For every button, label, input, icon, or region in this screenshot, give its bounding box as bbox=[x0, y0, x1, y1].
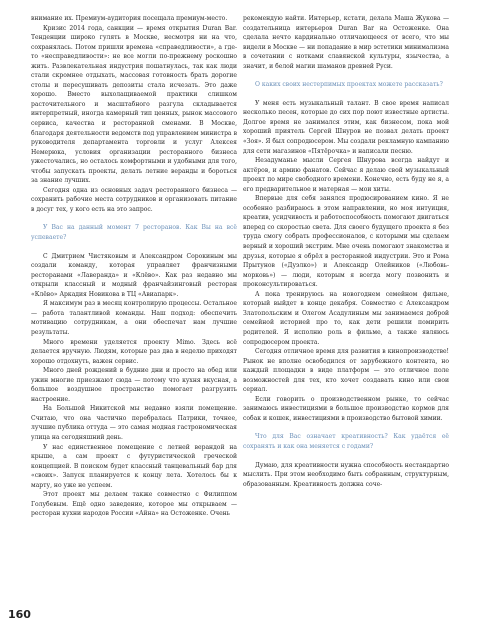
article-paragraph: На Большой Никитской мы недавно взяли помещение. Считаю, что она частично перебралась Патрики, точнее, лучшие публика оттуда — это самая модная гастрономическая улица на сегодняшний день. bbox=[31, 405, 237, 441]
interview-question: Что для Вас означает креативность? Как удаётся её сохранять и как она меняется с годами? bbox=[243, 433, 449, 450]
article-paragraph: рекомендую найти. Интерьер, кстати, делала Маша Жукова — создательница интерьеров Duran Bar на Остоженке. Она сделала нечто кардинально отличающееся от всего, что мы видели в Москве — ни попадание в мир эстетики минимализма в сочетании с нотками славянской культуры, язычества, а значит, и белой магии шаманов древней Руси. bbox=[243, 15, 449, 70]
article-paragraph: Сегодня одна из основных задач ресторанного бизнеса — сохранить рабочие места сотрудников и организовать питание в досуг тех, у кого есть на это запрос. bbox=[31, 186, 237, 213]
article-paragraph: Этот проект мы делаем также совместно с Филиппом Голубевым. Ещё одно заведение, которое мы открываем — ресторан кухни народов России «Айна» на Остоженке. Очень bbox=[31, 491, 237, 518]
article-paragraph: Кризис 2014 года, санкции — время открытия Duran Bar. Тенденции широко гулять в Москве, несмотря ни на что, сохранялась. Потом пришли времена «справедливости», а где-то «несправедливости»: не все могли по-прежнему роскошно жить. Развлекательная индустрия пошатнулась, так как люди стали скромнее отдыхать, массовая готовность брать дорогие столы и пересушивать депозиты стала исчезать. Это даже хорошо. Вместо выхолащиваемой практики слишком расточительного и масштабного разгула складывается интерпретный, иногда камерный тип ценных, рынок массового сервиса, качества и ресторанной сменами. В Москве, благодаря деятельности ведомств под управлением министра в руководителя департамента торговли и услуг Алексея Немерюка, условия организации ресторанного бизнеса ужесточались, но осталось комфортными и удобными для того, чтобы запускать проекты, делать летние веранды и бороться за знание лучших. bbox=[31, 24, 237, 185]
article-paragraph: Много дней рождений в будние дни и просто на обед или ужин многие приезжают сюда — потому что кухня вкусная, а большое воздушное пространство помогает разгрузить настроение. bbox=[31, 367, 237, 403]
interview-question: У Вас на данный момент 7 ресторанов. Как Вы на всё успеваете? bbox=[31, 224, 237, 242]
article-paragraph: У нас единственное помещение с летней верандой на крыше, а сам проект с футуристической греческой концепцией. В поиском будет классный танцевальный бар для «своих». Запуск планируется к концу лета. Хотелось бы к марту, но уже не успеем. bbox=[31, 443, 237, 489]
article-paragraph: Если говорить о производственном рынке, то сейчас занимаюсь инвестициями в большое производство кормов для собак и кошек, инвестициями в производство бытовой химии. bbox=[243, 395, 449, 422]
article-paragraph: У меня есть музыкальный талант. В свое время написал несколько песен, которые до сих пор поют известные артисты. Долгое время не занимался этим, как бизнесом, пока мой хороший приятель Сергей Шнуров не позвал делать проект «Зоя». Я был сопродюсером. Мы создали рекламную кампанию для сети магазинов «Пятёрочка» и написали песню. bbox=[243, 99, 449, 155]
article-paragraph: Думаю, для креативности нужна способность нестандартно мыслить. При этом необходимо быть собранным, структурным, образованным. Креативность должна соче- bbox=[243, 461, 449, 488]
article-paragraph: Незадуманье мысли Сергея Шнурова всегда найдут и актёров, и армию фанатов. Сейчас я делаю свой музыкальный проект по мире свободного времени. Конечно, есть буду не я, а его предварительное и матерная — мои хиты. bbox=[243, 157, 449, 193]
interview-question: О каких своих нестерпимых проектах можете рассказать? bbox=[255, 81, 443, 89]
article-paragraph: С Дмитрием Чистяковым и Александром Сорокиным мы создали команду, которая управляет франчизными ресторанами «Лаверанда» и «Клёво». Как раз недавно мы открыли классный и модный франчайзинговый ресторан «Клёво» Аркадия Новикова в ТЦ «Авиапарк». bbox=[31, 252, 237, 298]
page-number: 160 bbox=[8, 608, 31, 621]
article-paragraph: внимание их. Премиум-аудитория посещала премиум-место. bbox=[31, 15, 228, 22]
article-paragraph: Много времени уделяется проекту Mimo. Здесь всё делается вручную. Людям, которые раз два в неделю приходят хорошо отдохнуть, важен сервис. bbox=[31, 338, 237, 365]
left-column bbox=[31, 14, 237, 519]
article-paragraph: Впервые для себя занялся продюсированием кино. Я не особенно разбираюсь в этом направлении, но моя интуиция, креатив, усидчивость и работоспособность помогают двигаться вперед со скоростью света. Для своего будущего проекта я без труда смогу собрать профессионалов, с которыми мы сделаем верный и хороший экстрим. Мне очень помогают знакомства и друзья, которые я обрёл в ресторанной индустрии. Это и Рома Прытунов («Дуэлко») и Александр Олейников («Любовь-морковь») — люди, которым я всегда могу позвонить и проконсультироваться. bbox=[243, 195, 449, 289]
right-column bbox=[243, 14, 449, 489]
article-paragraph: А пока тренируюсь на новогоднем семейном фильме, который выйдет в конце декабря. Совместно с Александром Златопольским и Олегом Асадулиным мы занимаемся доброй семейной историей про то, как дети решили помирить родителей. Я исполню роль в фильме, а также являюсь сопродюсером проекта. bbox=[243, 290, 449, 346]
article-paragraph: Сегодня отличное время для развития в кинопроизводстве! Рынок не вполне освободился от зарубежного контента, но каждый площадки в виде платформ — это отличное поле возможностей для тех, кто хочет создавать кино или свои сериал. bbox=[243, 348, 449, 394]
article-paragraph: Я максимум раз в месяц контролирую процессы. Остальное — работа талантливой команды. Наш подход: обеспечить мотивацию сотрудникам, а они обеспечат нам лучшие результаты. bbox=[31, 300, 237, 336]
